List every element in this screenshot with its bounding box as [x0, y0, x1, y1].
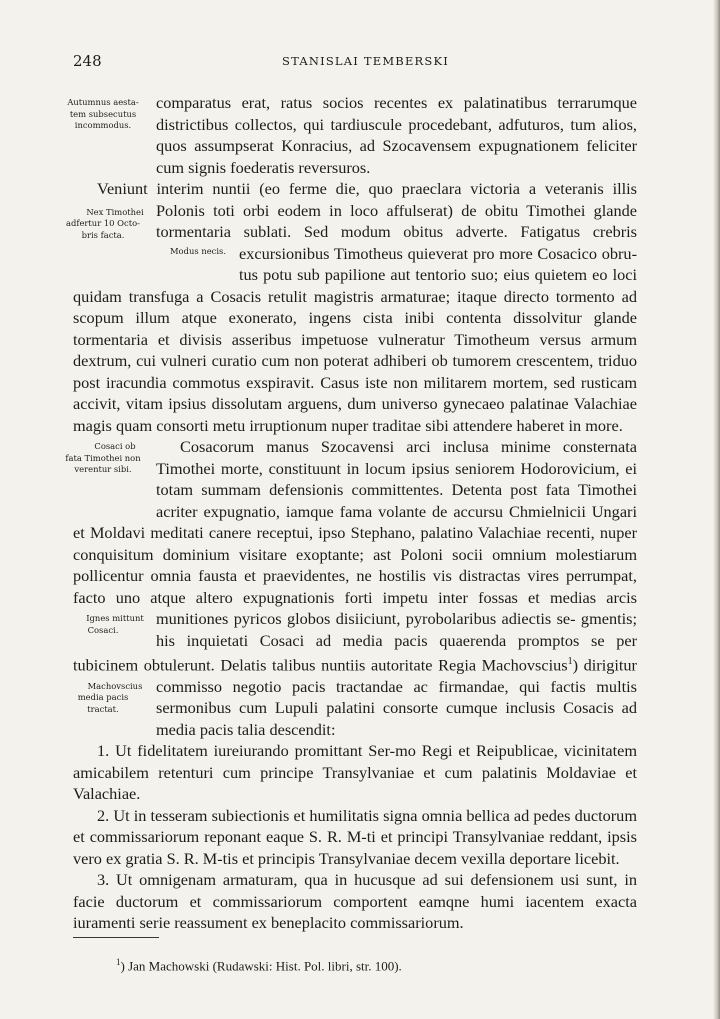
page-edge-shadow — [713, 0, 720, 1019]
page-header — [0, 52, 720, 72]
footnote-text: Jan Machowski (Rudawski: Hist. Pol. libri, str. 100). — [128, 958, 402, 974]
footnote-ref[interactable]: 1 — [567, 656, 573, 667]
body-text — [65, 92, 637, 934]
margin-note-1: Autumnus aesta-tem subsecutus incommodus. — [67, 97, 139, 130]
paragraph-1 — [67, 92, 637, 178]
footnote-mark: 1 — [116, 957, 121, 967]
paragraph-2-text-c: tus potu sub papilione aut tentorio suo; eius quietem eo loci quidam transfuga a Cosacis retulit magistris armaturae; itaque directo tormento ad scopum illum atque exonerato, ingens cista inibi contenta dissolvitur glande tormentaria et divisis asseribus impetuose vulneratur Timotheum versus armum dextrum, cui vulneri curatio cum non poterat adhiberi ob tumorem crescentem, triduo post iracundia commotus exspiravit. Casus iste non militarem mortem, sed rusticam accivit, vitam ipsius dissolutam arguens, dum universo gynecaeo palatinae Valachiae magis quam consorti metu irruptionum nuper traditae sibi attendere haberet in more. — [73, 265, 637, 435]
margin-note-5: Ignes mittunt Cosaci. — [86, 613, 144, 635]
paragraph-1-text: comparatus erat, ratus socios recentes ex palatinatibus terrarumque districtibus collectos, qui tardiuscule procedebant, adfuturos, tum alios, quos assumpserat Konracius, ad Szocavensem expugnationem feliciter cum signis foederatis reversuros. — [156, 93, 637, 177]
margin-note-4: Cosaci ob fata Timothei non verentur sibi. — [65, 441, 141, 474]
footnote-rule — [73, 937, 159, 938]
footnote — [116, 957, 402, 974]
article-2: 2. Ut in tesseram subiectionis et humilitatis signa omnia bellica ad pedes ductorum et commissariorum reponant eaque S. R. M-ti et principi Transylvaniae reddant, ipsis vero ex gratia S. R. M-tis et principis Transylvaniae decem vexilla deportare licebit. — [73, 805, 637, 868]
page-number: 248 — [73, 52, 102, 70]
paragraph-3-text-d: factis multis sermonibus cum Lupuli palatini consorte cumque inclusis Cosacis ad media pacis talia descendit: — [156, 676, 637, 739]
paragraph-2-text-a: Veniunt interim nuntii (eo ferme die, quo praeclara victoria a veteranis — [97, 179, 604, 198]
footnote-paren: ) — [120, 958, 125, 974]
paragraph-3-text-a: Cosacorum manus Szocavensi arci inclusa minime consternata Timothei morte, constituunt in locum ipsius seniorem Hodorovicium, ei totam summam defensionis committentes. Detenta post fata Timothei acriter expugnatio, iamque fama volante de accursu Chmielnicii Ungari et Moldavi meditati canere receptui, ipso Stephano, palatino Valachiae recenti, nuper conquisitum dominium visitare exoptante; ast Poloni socii omnium molestiarum pollicentur omnia fausta et praevidentes, ne hostilis vis distractas vires perrumpat, facto uno atque altero expugnationis forti impetu inter fossas et medias arcis munitiones pyricos globos disiiciunt, pyrobolaribus adiectis se- — [73, 437, 637, 628]
margin-note-3: Modus necis. — [169, 245, 226, 256]
paragraph-2 — [66, 178, 637, 436]
article-3: 3. Ut omnigenam armaturam, qua in hucusque ad sui defensionem usi sunt, in facie ductorum et commissariorum comportent eamqne humi iacentem exacta iuramenti serie reassument ex beneplacito commissariorum. — [73, 870, 637, 933]
paragraph-3-text-c: ) dirigitur commisso negotio pacis tractandae ac firmandae, qui — [156, 655, 637, 696]
paragraph-2-text-b: illis Polonis toti orbi eodem in loco affulserat) de obitu Timothei glande tormentaria sublati. Sed modum obitus adverte. Fatigatus crebris excursionibus Timotheus quieverat pro more Cosacico obru- — [156, 179, 637, 263]
paragraph-3-text-b: gmentis; his inquietati Cosaci ad media pacis quaerenda promptos se per tubicinem obtulerunt. Delatis talibus nuntiis autoritate Regia Machovscius — [73, 609, 637, 675]
article-1: 1. Ut fidelitatem iureiurando promittant Ser-mo Regi et Reipublicae, vicinitatem amicabilem retenturi cum principe Transylvaniae et cum palatinis Moldaviae et Valachiae. — [73, 741, 637, 804]
paragraph-3 — [65, 436, 637, 740]
running-head: STANISLAI TEMBERSKI — [282, 54, 450, 68]
margin-note-2: Nex Timothei adfertur 10 Octo-bris facta. — [66, 206, 144, 240]
margin-note-6: Machovscius media pacis tractat. — [77, 680, 143, 714]
